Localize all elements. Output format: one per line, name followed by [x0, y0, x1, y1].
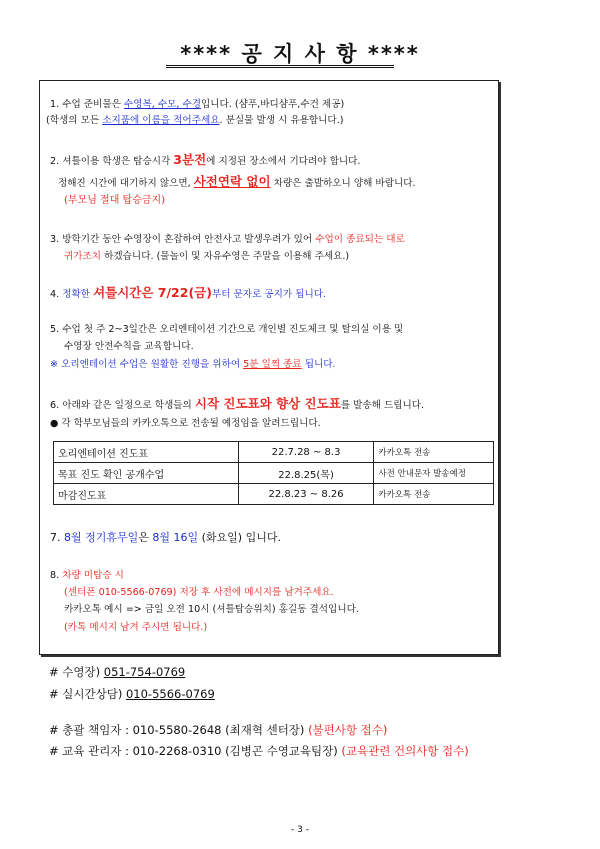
page-title: **** 공 지 사 항 ****: [180, 42, 420, 66]
item-3-line-2: 귀가조치 하겠습니다. (물놀이 및 자유수영은 주말을 이용해 주세요.): [64, 251, 350, 262]
item-5-line-2: 수영장 안전수칙을 교육합니다.: [64, 341, 194, 352]
item-1-line-1: 1. 수업 준비물은 수영복, 수모, 수경입니다. (샴푸,바디샴푸,수건 제공): [50, 99, 345, 110]
item-6-line-2: ● 각 학부모님들의 카카오톡으로 전송될 예정임을 알려드립니다.: [50, 418, 321, 429]
item-8-line-2: (센터폰 010-5566-0769) 저장 후 사전에 메시지를 남겨주세요.: [64, 587, 334, 598]
item-6-line-1: 6. 아래와 같은 일정으로 학생들의 시작 진도표와 향상 진도표를 발송해 드립니다.: [50, 396, 425, 411]
schedule-method: 사전 안내문자 발송예정: [374, 463, 494, 484]
item-2-line-3: (부모님 절대 탑승금지): [64, 195, 166, 206]
schedule-date: 22.7.28 ~ 8.3: [238, 442, 374, 463]
page-number: - 3 -: [291, 825, 309, 835]
item-7: 7. 8월 정기휴무일은 8월 16일 (화요일) 입니다.: [50, 531, 281, 544]
schedule-name: 마감진도표: [54, 484, 239, 505]
item-5-line-1: 5. 수업 첫 주 2~3일간은 오리엔테이션 기간으로 개인별 진도체크 및 탈의실 이용 및: [50, 324, 404, 335]
table-row: [54, 463, 494, 484]
schedule-name: 목표 진도 확인 공개수업: [54, 463, 239, 484]
table-row: [54, 442, 494, 463]
item-4: 4. 정확한 셔틀시간은 7/22(금)부터 문자로 공지가 됩니다.: [50, 285, 327, 300]
schedule-table: [53, 441, 494, 505]
item-5-line-3: ※ 오리엔테이션 수업은 원활한 진행을 위하여 5분 일찍 종료 됩니다.: [50, 359, 336, 370]
item-8-line-3: 카카오톡 예시 => 금일 오전 10시 (셔틀탑승위치) 홍길동 결석입니다.: [64, 604, 359, 615]
schedule-method: 카카오톡 전송: [374, 484, 494, 505]
item-1-line-2: (학생의 모든 소지품에 이름을 적어주세요. 분실물 발생 시 유용합니다.): [46, 115, 344, 126]
footer-consult-phone: # 실시간상담) 010-5566-0769: [49, 687, 215, 701]
schedule-date: 22.8.25(목): [238, 463, 374, 484]
footer-pool-phone: # 수영장) 051-754-0769: [49, 665, 186, 679]
title-underline: [166, 65, 394, 68]
schedule-method: 카카오톡 전송: [374, 442, 494, 463]
table-row: [54, 484, 494, 505]
schedule-date: 22.8.23 ~ 8.26: [238, 484, 374, 505]
item-2-line-1: 2. 셔틀이용 학생은 탑승시각 3분전에 지정된 장소에서 기다려야 합니다.: [50, 152, 361, 167]
item-8-line-4: (카톡 메시지 남겨 주시면 됩니다.): [64, 622, 208, 633]
schedule-name: 오리엔테이션 진도표: [54, 442, 239, 463]
footer-education-manager: # 교육 관리자 : 010-2268-0310 (김병곤 수영교육팀장) (교육관련 건의사항 접수): [49, 744, 469, 758]
item-2-line-2: 정해진 시간에 대기하지 않으면, 사전연락 없이 차량은 출발하오니 양해 바랍니다.: [58, 174, 416, 189]
footer-general-manager: # 총괄 책임자 : 010-5580-2648 (최재혁 센터장) (불편사항 접수): [49, 723, 388, 737]
item-3-line-1: 3. 방학기간 동안 수영장이 혼잡하여 안전사고 발생우려가 있어 수업이 종료되는 대로: [50, 234, 405, 245]
item-8-line-1: 8. 차량 미탑승 시: [50, 570, 124, 581]
